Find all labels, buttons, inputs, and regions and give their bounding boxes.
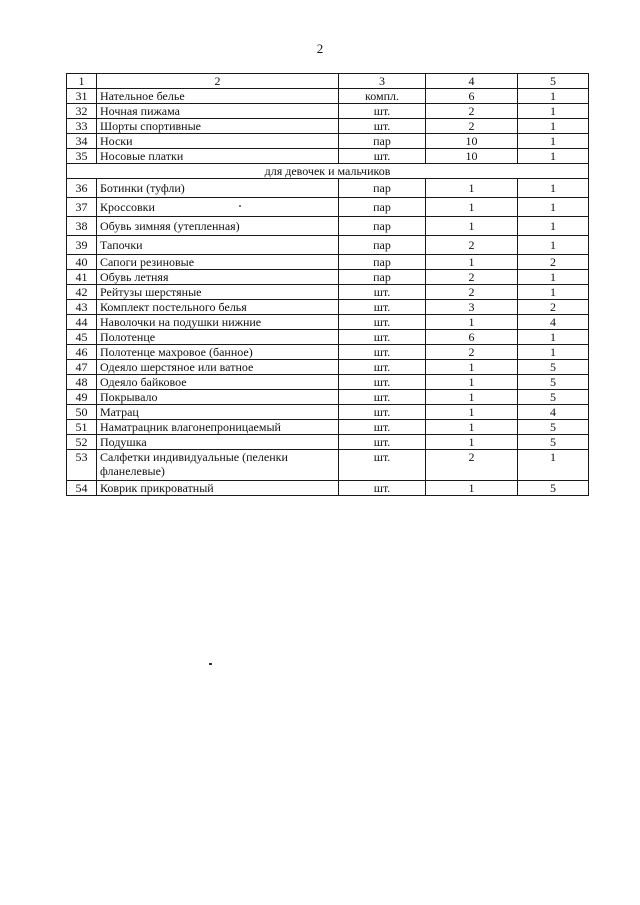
item-name-cell: Тапочки bbox=[97, 236, 339, 255]
item-name-cell: Ботинки (туфли) bbox=[97, 179, 339, 198]
item-quantity-cell: 6 bbox=[426, 89, 518, 104]
item-unit-cell: шт. bbox=[339, 285, 426, 300]
table-row bbox=[67, 360, 589, 375]
item-name-cell: Наволочки на подушки нижние bbox=[97, 315, 339, 330]
scan-speck bbox=[239, 205, 241, 207]
section-row bbox=[67, 164, 589, 179]
item-term-cell: 1 bbox=[518, 134, 589, 149]
item-number-cell: 43 bbox=[67, 300, 97, 315]
item-unit-cell: шт. bbox=[339, 300, 426, 315]
item-quantity-cell: 1 bbox=[426, 420, 518, 435]
item-quantity-cell: 1 bbox=[426, 255, 518, 270]
item-quantity-cell: 10 bbox=[426, 134, 518, 149]
table-row bbox=[67, 390, 589, 405]
item-name-cell: Покрывало bbox=[97, 390, 339, 405]
item-number-cell: 45 bbox=[67, 330, 97, 345]
item-term-cell: 1 bbox=[518, 285, 589, 300]
item-name-cell: Носки bbox=[97, 134, 339, 149]
item-quantity-cell: 2 bbox=[426, 236, 518, 255]
table-row bbox=[67, 375, 589, 390]
inventory-table bbox=[66, 73, 589, 496]
table-row bbox=[67, 330, 589, 345]
item-number-cell: 53 bbox=[67, 450, 97, 481]
column-header-number: 1 bbox=[67, 74, 97, 89]
table-row bbox=[67, 435, 589, 450]
item-unit-cell: пар bbox=[339, 179, 426, 198]
item-name-cell: Наматрацник влагонепроницаемый bbox=[97, 420, 339, 435]
item-number-cell: 49 bbox=[67, 390, 97, 405]
item-unit-cell: шт. bbox=[339, 405, 426, 420]
item-term-cell: 5 bbox=[518, 390, 589, 405]
item-term-cell: 1 bbox=[518, 450, 589, 481]
table-row bbox=[67, 315, 589, 330]
item-name-cell: Подушка bbox=[97, 435, 339, 450]
item-number-cell: 39 bbox=[67, 236, 97, 255]
item-unit-cell: пар bbox=[339, 134, 426, 149]
item-name-cell: Полотенце bbox=[97, 330, 339, 345]
item-quantity-cell: 1 bbox=[426, 481, 518, 496]
item-name-cell: Обувь зимняя (утепленная) bbox=[97, 217, 339, 236]
item-term-cell: 1 bbox=[518, 119, 589, 134]
item-quantity-cell: 2 bbox=[426, 104, 518, 119]
item-quantity-cell: 1 bbox=[426, 315, 518, 330]
table-row bbox=[67, 300, 589, 315]
table-row bbox=[67, 450, 589, 481]
page-number: 2 bbox=[316, 41, 324, 56]
item-quantity-cell: 1 bbox=[426, 390, 518, 405]
item-term-cell: 5 bbox=[518, 360, 589, 375]
item-term-cell: 1 bbox=[518, 104, 589, 119]
item-quantity-cell: 1 bbox=[426, 217, 518, 236]
item-term-cell: 1 bbox=[518, 149, 589, 164]
item-quantity-cell: 3 bbox=[426, 300, 518, 315]
item-number-cell: 46 bbox=[67, 345, 97, 360]
item-unit-cell: пар bbox=[339, 198, 426, 217]
item-term-cell: 1 bbox=[518, 270, 589, 285]
item-number-cell: 41 bbox=[67, 270, 97, 285]
item-number-cell: 48 bbox=[67, 375, 97, 390]
item-name-cell: Одеяло шерстяное или ватное bbox=[97, 360, 339, 375]
item-unit-cell: пар bbox=[339, 255, 426, 270]
item-unit-cell: шт. bbox=[339, 360, 426, 375]
item-number-cell: 51 bbox=[67, 420, 97, 435]
item-number-cell: 44 bbox=[67, 315, 97, 330]
table-row bbox=[67, 104, 589, 119]
item-quantity-cell: 6 bbox=[426, 330, 518, 345]
item-unit-cell: шт. bbox=[339, 435, 426, 450]
item-quantity-cell: 1 bbox=[426, 198, 518, 217]
item-number-cell: 52 bbox=[67, 435, 97, 450]
table-row bbox=[67, 481, 589, 496]
item-name-cell: Обувь летняя bbox=[97, 270, 339, 285]
item-number-cell: 32 bbox=[67, 104, 97, 119]
item-unit-cell: пар bbox=[339, 270, 426, 285]
column-header-name: 2 bbox=[97, 74, 339, 89]
item-name-cell: Шорты спортивные bbox=[97, 119, 339, 134]
item-unit-cell: шт. bbox=[339, 345, 426, 360]
scan-speck bbox=[209, 663, 212, 665]
item-quantity-cell: 2 bbox=[426, 450, 518, 481]
item-name-cell: Носовые платки bbox=[97, 149, 339, 164]
item-quantity-cell: 2 bbox=[426, 119, 518, 134]
item-number-cell: 50 bbox=[67, 405, 97, 420]
table-row bbox=[67, 285, 589, 300]
item-name-cell: Комплект постельного белья bbox=[97, 300, 339, 315]
table-row bbox=[67, 217, 589, 236]
column-header-term: 5 bbox=[518, 74, 589, 89]
item-name-cell: Одеяло байковое bbox=[97, 375, 339, 390]
table-header-row bbox=[67, 74, 589, 89]
table-row bbox=[67, 236, 589, 255]
item-name-cell: Рейтузы шерстяные bbox=[97, 285, 339, 300]
item-name-cell: Кроссовки bbox=[97, 198, 339, 217]
item-number-cell: 37 bbox=[67, 198, 97, 217]
item-unit-cell: шт. bbox=[339, 450, 426, 481]
item-unit-cell: шт. bbox=[339, 149, 426, 164]
column-header-unit: 3 bbox=[339, 74, 426, 89]
table-row bbox=[67, 420, 589, 435]
item-unit-cell: пар bbox=[339, 236, 426, 255]
item-term-cell: 1 bbox=[518, 89, 589, 104]
item-name-cell: Нательное белье bbox=[97, 89, 339, 104]
item-number-cell: 31 bbox=[67, 89, 97, 104]
item-term-cell: 2 bbox=[518, 255, 589, 270]
item-name-cell: Матрац bbox=[97, 405, 339, 420]
table-row bbox=[67, 405, 589, 420]
item-term-cell: 1 bbox=[518, 217, 589, 236]
item-unit-cell: пар bbox=[339, 217, 426, 236]
item-unit-cell: шт. bbox=[339, 481, 426, 496]
item-unit-cell: шт. bbox=[339, 104, 426, 119]
item-number-cell: 34 bbox=[67, 134, 97, 149]
item-quantity-cell: 2 bbox=[426, 285, 518, 300]
column-header-quantity: 4 bbox=[426, 74, 518, 89]
item-number-cell: 38 bbox=[67, 217, 97, 236]
item-unit-cell: шт. bbox=[339, 420, 426, 435]
item-quantity-cell: 1 bbox=[426, 375, 518, 390]
item-term-cell: 5 bbox=[518, 481, 589, 496]
item-name-cell: Сапоги резиновые bbox=[97, 255, 339, 270]
item-term-cell: 4 bbox=[518, 315, 589, 330]
table-row bbox=[67, 89, 589, 104]
item-number-cell: 40 bbox=[67, 255, 97, 270]
item-quantity-cell: 10 bbox=[426, 149, 518, 164]
item-term-cell: 1 bbox=[518, 330, 589, 345]
table-row bbox=[67, 270, 589, 285]
item-term-cell: 4 bbox=[518, 405, 589, 420]
item-term-cell: 5 bbox=[518, 375, 589, 390]
item-unit-cell: шт. bbox=[339, 375, 426, 390]
item-number-cell: 35 bbox=[67, 149, 97, 164]
item-number-cell: 42 bbox=[67, 285, 97, 300]
item-quantity-cell: 1 bbox=[426, 360, 518, 375]
item-name-cell: Полотенце махровое (банное) bbox=[97, 345, 339, 360]
item-quantity-cell: 2 bbox=[426, 345, 518, 360]
item-unit-cell: шт. bbox=[339, 390, 426, 405]
inventory-table-body bbox=[67, 74, 589, 496]
item-unit-cell: компл. bbox=[339, 89, 426, 104]
item-number-cell: 54 bbox=[67, 481, 97, 496]
table-row bbox=[67, 119, 589, 134]
table-row bbox=[67, 179, 589, 198]
item-term-cell: 1 bbox=[518, 179, 589, 198]
item-number-cell: 36 bbox=[67, 179, 97, 198]
item-name-cell: Коврик прикроватный bbox=[97, 481, 339, 496]
table-row bbox=[67, 149, 589, 164]
item-number-cell: 33 bbox=[67, 119, 97, 134]
table-row bbox=[67, 134, 589, 149]
table-row bbox=[67, 255, 589, 270]
item-name-cell: Ночная пижама bbox=[97, 104, 339, 119]
item-term-cell: 5 bbox=[518, 435, 589, 450]
item-term-cell: 2 bbox=[518, 300, 589, 315]
item-quantity-cell: 1 bbox=[426, 435, 518, 450]
item-term-cell: 1 bbox=[518, 198, 589, 217]
item-term-cell: 5 bbox=[518, 420, 589, 435]
item-term-cell: 1 bbox=[518, 236, 589, 255]
item-name-cell: Салфетки индивидуальные (пеленки фланелевые) bbox=[97, 450, 339, 481]
item-quantity-cell: 2 bbox=[426, 270, 518, 285]
item-unit-cell: шт. bbox=[339, 330, 426, 345]
section-title: для девочек и мальчиков bbox=[67, 164, 589, 179]
item-unit-cell: шт. bbox=[339, 119, 426, 134]
item-unit-cell: шт. bbox=[339, 315, 426, 330]
item-quantity-cell: 1 bbox=[426, 179, 518, 198]
item-quantity-cell: 1 bbox=[426, 405, 518, 420]
table-row bbox=[67, 198, 589, 217]
table-row bbox=[67, 345, 589, 360]
item-term-cell: 1 bbox=[518, 345, 589, 360]
item-number-cell: 47 bbox=[67, 360, 97, 375]
